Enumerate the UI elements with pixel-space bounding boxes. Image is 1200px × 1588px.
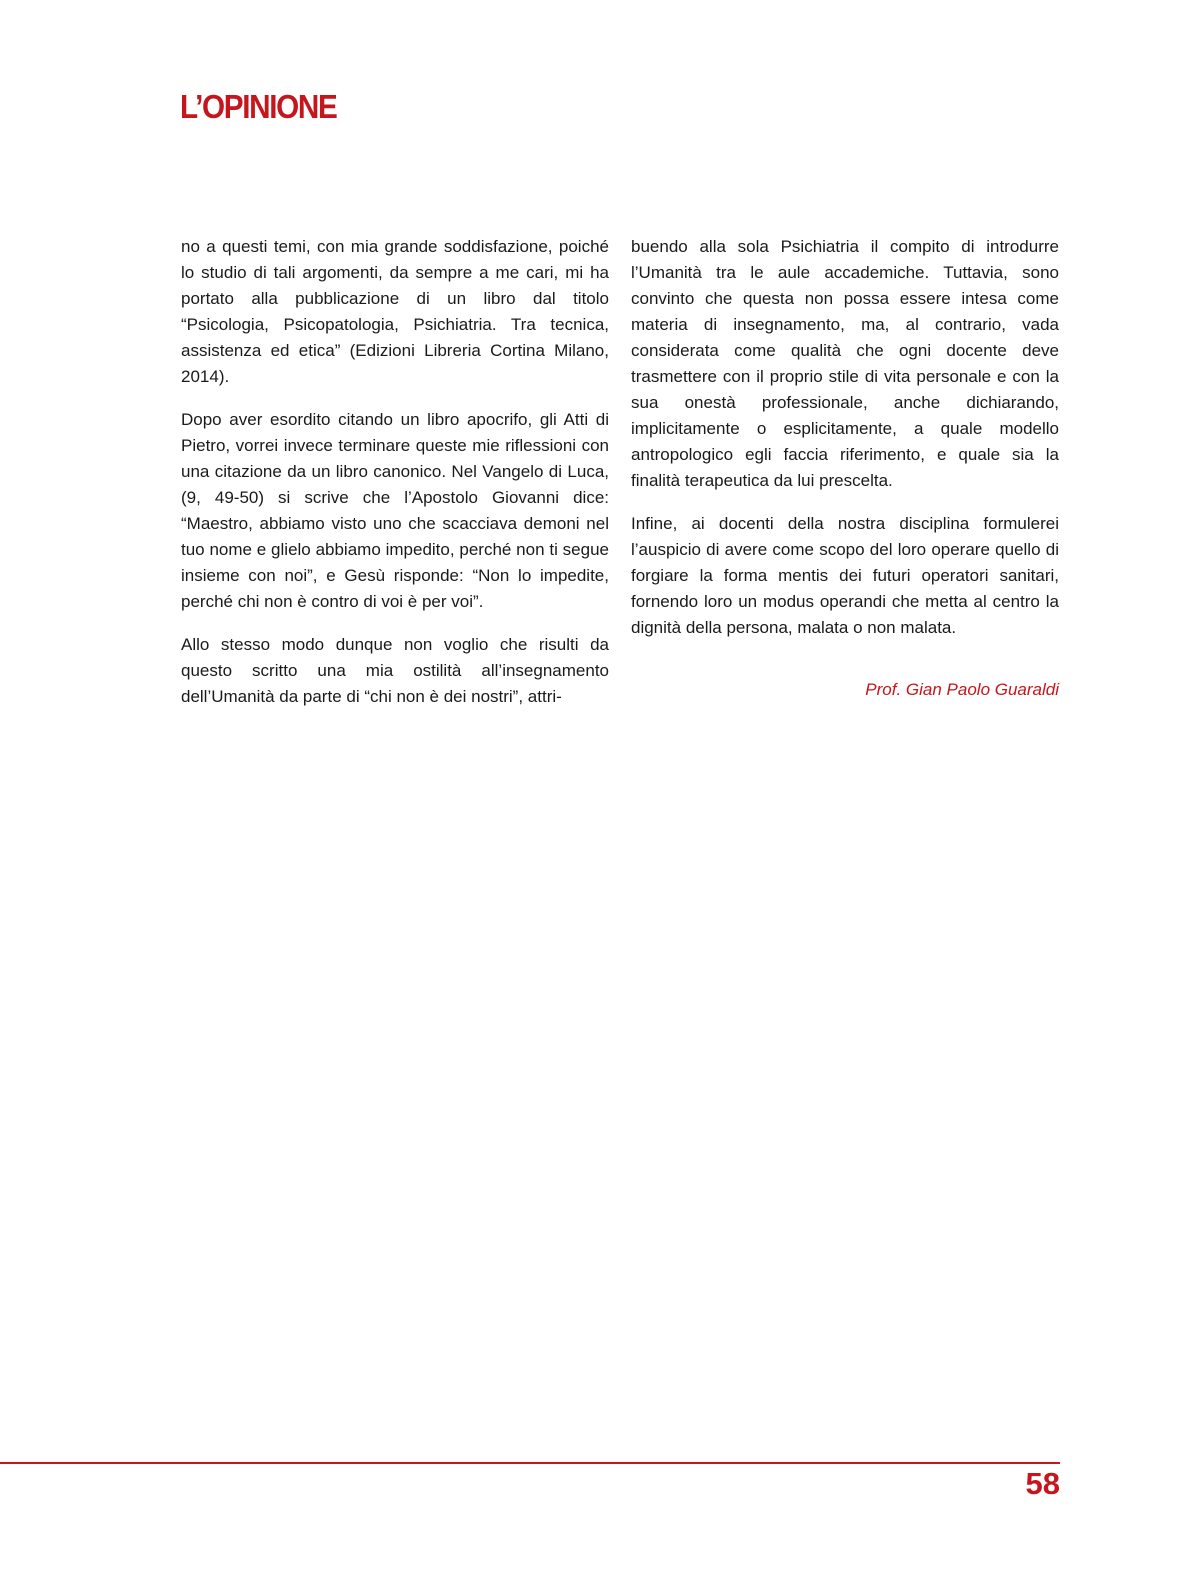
paragraph-teaching-humanity: Allo stesso modo dunque non voglio che risulti da questo scritto una mia ostilità all’insegnamento dell’Umanità da parte di “chi non è dei nostri”, attri- — [181, 635, 609, 706]
paragraph-psychiatry-role: buendo alla sola Psichiatria il compito di introdurre l’Umanità tra le aule accademiche. Tuttavia, sono convinto che questa non possa essere intesa come materia di insegnamento, ma, al contrario, vada considerata come qualità che ogni docente deve trasmettere con il proprio stile di vita personale e con la sua onestà professionale, anche dichiarando, implicitamente o esplicitamente, a quale modello antropologico egli faccia riferimento, e quale sia la finalità terapeutica da lui prescelta. — [631, 237, 1059, 490]
page-number: 58 — [1025, 1466, 1060, 1501]
article-left-column — [181, 234, 609, 727]
paragraph-book-publication: no a questi temi, con mia grande soddisfazione, poiché lo studio di tali argomenti, da sempre a me cari, mi ha portato alla pubblicazione di un libro dal titolo “Psicologia, Psicopatologia, Psichiatria. Tra tecnica, assistenza ed etica” (Edizioni Libreria Cortina Milano, 2014). — [181, 237, 609, 386]
author-signature: Prof. Gian Paolo Guaraldi — [865, 680, 1059, 699]
paragraph-closing-wish: Infine, ai docenti della nostra disciplina formulerei l’auspicio di avere come scopo del loro operare quello di forgiare la forma mentis dei futuri operatori sanitari, fornendo loro un modus operandi che metta al centro la dignità della persona, malata o non malata. — [631, 514, 1059, 637]
section-title: L’OPINIONE — [180, 88, 337, 125]
paragraph-gospel-citation: Dopo aver esordito citando un libro apocrifo, gli Atti di Pietro, vorrei invece terminare queste mie riflessioni con una citazione da un libro canonico. Nel Vangelo di Luca, (9, 49-50) si scrive che l’Apostolo Giovanni dice: “Maestro, abbiamo visto uno che scacciava demoni nel tuo nome e glielo abbiamo impedito, perché non ti segue insieme con noi”, e Gesù risponde: “Non lo impedite, perché chi non è contro di voi è per voi”. — [181, 410, 609, 611]
article-right-column — [631, 234, 1059, 658]
footer-divider — [0, 1462, 1060, 1464]
